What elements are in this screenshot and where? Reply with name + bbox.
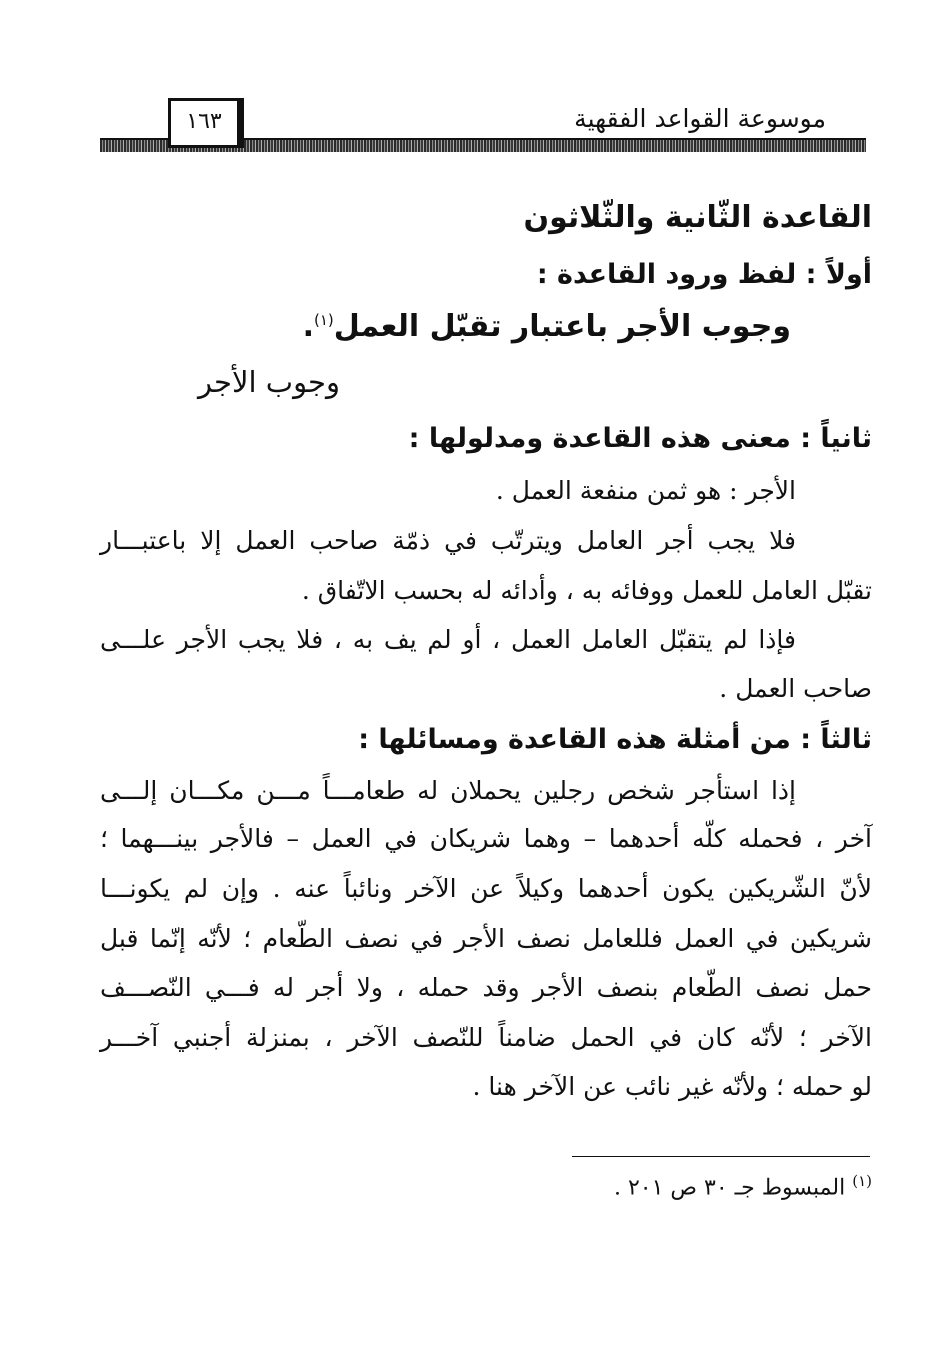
- footnote: [614, 1172, 872, 1200]
- paragraph-line: لو حمله ؛ ولأنّه غير نائب عن الآخر هنا .: [472, 1072, 872, 1101]
- page-number: ١٦٣: [168, 98, 244, 148]
- paragraph-line: إذا استأجر شخص رجلين يحملان له طعامـــاً مـــن مكـــان إلـــى: [100, 776, 796, 805]
- paragraph-line: تقبّل العامل للعمل ووفائه به ، وأدائه له بحسب الاتّفاق .: [301, 576, 872, 605]
- footnote-text: المبسوط جـ ٣٠ ص ٢٠١ .: [613, 1175, 846, 1201]
- section-heading-2: ثانياً : معنى هذه القاعدة ومدلولها :: [408, 423, 872, 454]
- paragraph-line: شريكين في العمل فللعامل نصف الأجر في نصف الطّعام ؛ لأنّه إنّما قبل: [100, 924, 872, 953]
- paragraph-line: حمل نصف الطّعام بنصف الأجر وقد حمله ، ولا أجر له فـــي النّصـــف: [100, 973, 872, 1002]
- main-heading: القاعدة الثّانية والثّلاثون: [523, 200, 872, 235]
- rule-short-form: وجوب الأجر: [198, 365, 340, 399]
- section-heading-1: أولاً : لفظ ورود القاعدة :: [536, 259, 872, 290]
- paragraph-line: الأجر : هو ثمن منفعة العمل .: [495, 476, 796, 505]
- footnote-marker: (١): [314, 311, 334, 329]
- rule-statement-text: وجوب الأجر باعتبار تقبّل العمل: [333, 309, 791, 344]
- paragraph-line: فلا يجب أجر العامل ويترتّب في ذمّة صاحب العمل إلا باعتبـــار: [100, 526, 796, 555]
- paragraph-line: آخر ، فحمله كلّه أحدهما – وهما شريكان في العمل – فالأجر بينـــهما ؛: [100, 824, 872, 853]
- paragraph-line: فإذا لم يتقبّل العامل العمل ، أو لم يف به ، فلا يجب الأجر علـــى: [100, 625, 796, 654]
- running-header-title: موسوعة القواعد الفقهية: [574, 104, 826, 133]
- paragraph-line: الآخر ؛ لأنّه كان في الحمل ضامناً للنّصف الآخر ، بمنزلة أجنبي آخـــر: [100, 1023, 872, 1052]
- footnote-number: (١): [852, 1172, 872, 1190]
- rule-statement-end: .: [302, 309, 314, 344]
- paragraph-line: صاحب العمل .: [719, 674, 872, 703]
- section-heading-3: ثالثاً : من أمثلة هذه القاعدة ومسائلها :: [358, 724, 872, 755]
- rule-statement: [302, 309, 791, 344]
- footnote-separator: [572, 1156, 870, 1157]
- paragraph-line: لأنّ الشّريكين يكون أحدهما وكيلاً عن الآخر ونائباً عنه . وإن لم يكونـــا: [100, 874, 872, 903]
